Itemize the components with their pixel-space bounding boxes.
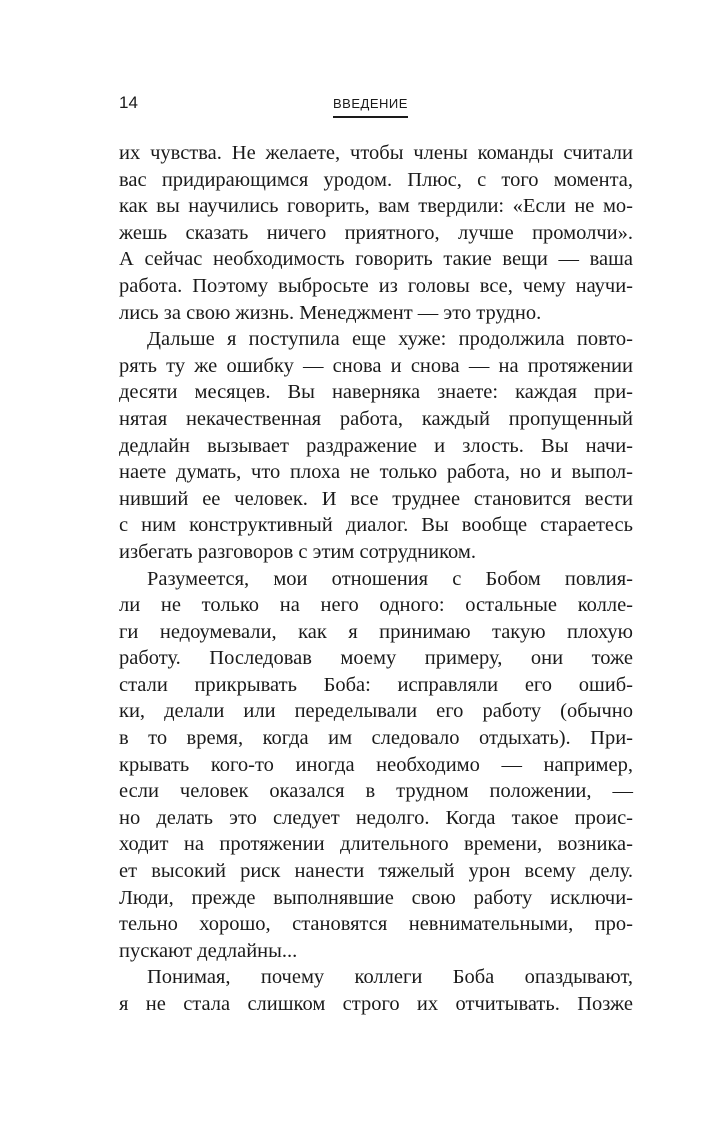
text-line: нивший ее человек. И все труднее становится вести <box>119 487 633 510</box>
section-title: ВВЕДЕНИЕ <box>333 96 408 111</box>
paragraph <box>119 566 633 965</box>
text-line: стали прикрывать Боба: исправляли его ошиб- <box>119 673 633 696</box>
text-line: работу. Последовав моему примеру, они тоже <box>119 647 633 670</box>
text-line: ли не только на него одного: остальные колле- <box>119 594 633 617</box>
text-line: вас придирающимся уродом. Плюс, с того момента, <box>119 168 633 191</box>
text-line: избегать разговоров с этим сотрудником. <box>119 540 476 563</box>
paragraph <box>119 140 633 326</box>
text-line: если человек оказался в трудном положении, — <box>119 780 633 803</box>
body-text <box>119 140 633 1018</box>
text-line: ги недоумевали, как я принимаю такую плохую <box>119 620 633 643</box>
text-line: ходит на протяжении длительного времени, возника- <box>119 833 633 856</box>
text-line: рять ту же ошибку — снова и снова — на протяжении <box>119 354 633 377</box>
text-line: нятая некачественная работа, каждый пропущенный <box>119 407 633 430</box>
page-number: 14 <box>119 93 138 112</box>
section-title-underline <box>333 116 408 118</box>
text-line: но делать это следует недолго. Когда такое проис- <box>119 806 633 829</box>
text-line: как вы научились говорить, вам твердили: «Если не мо- <box>119 195 633 218</box>
paragraph <box>119 326 633 565</box>
text-line: с ним конструктивный диалог. Вы вообще стараетесь <box>119 514 633 537</box>
text-line: ет высокий риск нанести тяжелый урон всему делу. <box>119 860 633 883</box>
text-line: пускают дедлайны... <box>119 939 298 962</box>
text-line: Дальше я поступила еще хуже: продолжила повто- <box>147 328 633 351</box>
text-line: ки, делали или переделывали его работу (обычно <box>119 700 633 723</box>
running-head <box>119 93 633 121</box>
text-line: работа. Поэтому выбросьте из головы все, чему научи- <box>119 274 633 297</box>
text-line: крывать кого-то иногда необходимо — например, <box>119 753 633 776</box>
text-line: жешь сказать ничего приятного, лучше промолчи». <box>119 221 633 244</box>
text-line: А сейчас необходимость говорить такие вещи — ваша <box>119 248 633 271</box>
text-line: в то время, когда им следовало отдыхать). При- <box>119 727 633 750</box>
text-line: лись за свою жизнь. Менеджмент — это трудно. <box>119 301 542 324</box>
text-line: я не стала слишком строго их отчитывать. Позже <box>119 993 633 1015</box>
text-line: десяти месяцев. Вы наверняка знаете: каждая при- <box>119 381 633 404</box>
text-line: их чувства. Не желаете, чтобы члены команды считали <box>119 142 633 164</box>
text-line: наете думать, что плоха не только работа, но и выпол- <box>119 461 633 484</box>
text-line: Понимая, почему коллеги Боба опаздывают, <box>147 966 633 989</box>
text-line: Люди, прежде выполнявшие свою работу исключи- <box>119 886 633 909</box>
paragraph <box>119 964 633 1017</box>
text-line: Разумеется, мои отношения с Бобом повлия- <box>147 567 633 590</box>
text-line: дедлайн вызывает раздражение и злость. Вы начи- <box>119 434 633 457</box>
text-line: тельно хорошо, становятся невнимательными, про- <box>119 913 633 936</box>
